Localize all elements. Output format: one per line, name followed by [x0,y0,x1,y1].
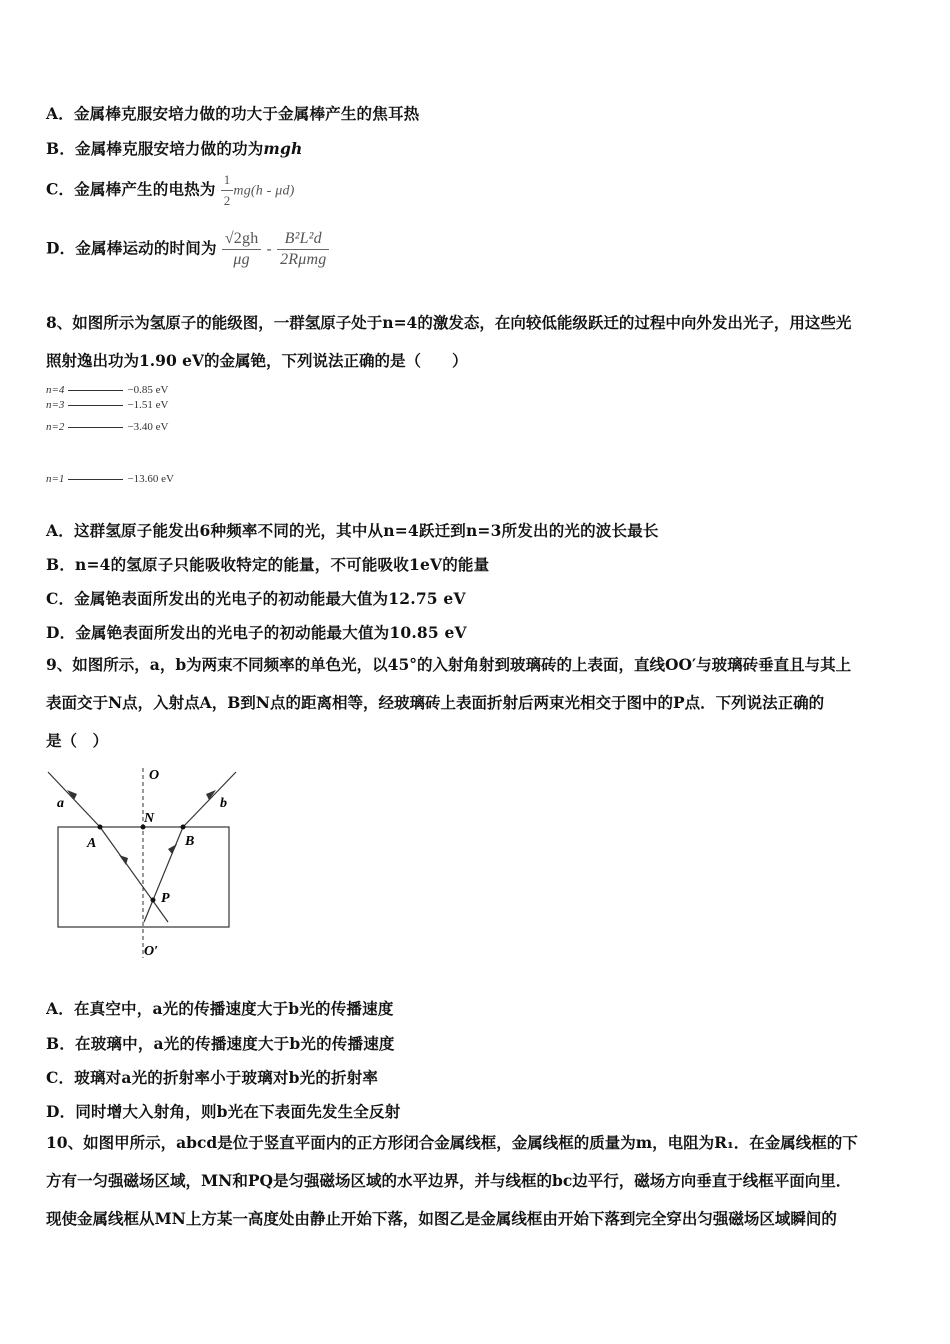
q7-option-b-text: 金属棒克服安培力做的功为 [75,139,264,158]
q7-option-a-label: A [46,104,59,123]
q9-option-c: C．玻璃对a光的折射率小于玻璃对b光的折射率 [46,1068,379,1087]
q9-number: 9、 [46,655,73,674]
q9-stem-line2: 表面交于N点，入射点A，B到N点的距离相等，经玻璃砖上表面折射后两束光相交于图中的P点．下列说法正确的 [46,693,825,712]
q8-option-b: B．n=4的氢原子只能吸收特定的能量，不可能吸收1eV的能量 [46,555,490,574]
ray-a-refracted [100,827,168,922]
q8-stem-line2: 照射逸出功为1.90 eV的金属铯，下列说法正确的是（ ） [46,351,468,370]
q9-option-a-label: A [46,999,59,1018]
q7-option-d-f1-den: μg [233,251,250,268]
q9-option-c-text: 玻璃对a光的折射率小于玻璃对b光的折射率 [74,1068,379,1087]
energy-level-3-n: n=3 [46,399,65,411]
q10-number: 10、 [46,1133,84,1152]
q9-option-d: D．同时增大入射角，则b光在下表面先发生全反射 [46,1102,401,1121]
energy-level-4-n: n=4 [46,384,65,396]
q8-number: 8、 [46,313,73,332]
point-p-dot [151,898,156,903]
q7-option-c-math: mg(h - μd) [233,183,295,199]
q7-option-c-text: 金属棒产生的电热为 [74,179,216,199]
label-b-ray: b [220,796,227,811]
label-n: N [144,811,155,826]
energy-level-3 [46,399,168,411]
energy-level-diagram [46,384,226,494]
label-p: P [161,891,170,906]
q9-option-d-label: D [46,1102,60,1121]
q7-option-d-f1-num: √2gh [222,229,262,250]
q7-option-a: A．金属棒克服安培力做的功大于金属棒产生的焦耳热 [46,104,420,123]
label-a-point: A [87,836,97,851]
q8-option-a-label: A [46,521,59,540]
energy-level-4-value: −0.85 eV [127,384,169,396]
q7-option-b-math: mgh [263,139,303,158]
q7-option-c-frac-den: 2 [223,193,231,208]
q10-stem-line2: 方有一匀强磁场区域，MN和PQ是匀强磁场区域的水平边界，并与线框的bc边平行，磁场方向垂直于线框平面向里． [46,1171,852,1190]
q8-option-d-label: D [46,623,60,642]
q7-option-d-fraction-1 [222,229,262,270]
q9-stem [46,646,908,760]
energy-level-2-n: n=2 [46,421,65,433]
q7-option-d-label: D [46,238,60,258]
q7-option-d-text: 金属棒运动的时间为 [75,238,217,258]
label-a-ray: a [57,796,64,811]
q8-option-c: C．金属铯表面所发出的光电子的初动能最大值为12.75 eV [46,589,466,608]
label-o: O [149,768,160,783]
q7-option-c-fraction [221,170,234,211]
q7-option-c: C．金属棒产生的电热为 $\frac{1}{2}$ mg(h - μd) [46,170,295,211]
q10-stem-line3: 现使金属线框从MN上方某一高度处由静止开始下落，如图乙是金属线框由开始下落到完全穿出匀强磁场区域瞬间的 [46,1209,837,1228]
q9-option-b-text: 在玻璃中，a光的传播速度大于b光的传播速度 [75,1034,395,1053]
q9-stem-line3: 是（ ） [46,731,109,750]
q7-option-b: B．金属棒克服安培力做的功为mgh [46,139,303,158]
energy-level-2 [46,421,168,433]
q10-stem-line1: 如图甲所示，abcd是位于竖直平面内的正方形闭合金属线框，金属线框的质量为m，电阻为R₁．在金属线框的下 [83,1133,858,1152]
energy-level-4 [46,384,168,396]
q9-option-a-text: 在真空中，a光的传播速度大于b光的传播速度 [73,999,394,1018]
q7-option-c-label: C [46,179,59,199]
q9-stem-line1: 如图所示，a，b为两束不同频率的单色光，以45°的入射角射到玻璃砖的上表面，直线OO′与玻璃砖垂直且与其上 [72,655,852,674]
q9-option-b: B．在玻璃中，a光的传播速度大于b光的传播速度 [46,1034,395,1053]
q9-option-a: A．在真空中，a光的传播速度大于b光的传播速度 [46,999,394,1018]
q7-option-c-frac-num: 1 [221,170,234,191]
q8-option-a-text: 这群氢原子能发出6种频率不同的光，其中从n=4跃迁到n=3所发出的光的波长最长 [73,521,659,540]
q8-option-b-text: n=4的氢原子只能吸收特定的能量，不可能吸收1eV的能量 [75,555,490,574]
energy-level-1-value: −13.60 eV [127,473,174,485]
q7-option-b-label: B [46,139,60,158]
q7-option-d: D．金属棒运动的时间为 $\frac{√2gh}{\mu g}$ - $\frac{\text{B²L²d}}{\text{2Rμmg}}$ [46,229,329,270]
label-b-point: B [185,834,195,849]
energy-level-2-value: −3.40 eV [127,421,169,433]
ray-b-incident [183,772,236,827]
q7-option-d-minus: - [266,240,272,258]
q7-option-d-fraction-2 [277,229,329,270]
q7-option-d-f2-num: B²L²d [277,229,329,250]
q8-option-d-text: 金属铯表面所发出的光电子的初动能最大值为10.85 eV [75,623,467,642]
label-o-prime: O′ [144,944,159,959]
q7-option-d-f2-den: 2Rμmg [280,251,327,268]
energy-level-1 [46,473,174,485]
q8-option-d: D．金属铯表面所发出的光电子的初动能最大值为10.85 eV [46,623,467,642]
ray-b-refracted [144,827,183,922]
q8-stem [46,304,908,380]
q7-option-a-text: 金属棒克服安培力做的功大于金属棒产生的焦耳热 [73,104,420,123]
energy-level-1-n: n=1 [46,473,65,485]
q9-option-b-label: B [46,1034,60,1053]
energy-level-3-value: −1.51 eV [127,399,169,411]
q8-option-c-text: 金属铯表面所发出的光电子的初动能最大值为12.75 eV [74,589,466,608]
q8-option-c-label: C [46,589,59,608]
q8-option-b-label: B [46,555,60,574]
q10-stem [46,1124,908,1238]
point-b-dot [181,825,186,830]
ray-b-arrow-2 [168,844,177,854]
q8-option-a: A．这群氢原子能发出6种频率不同的光，其中从n=4跃迁到n=3所发出的光的波长最长 [46,521,659,540]
q9-option-c-label: C [46,1068,59,1087]
ray-a-arrow [67,790,77,800]
q9-option-d-text: 同时增大入射角，则b光在下表面先发生全反射 [75,1102,401,1121]
glass-brick-diagram [40,760,250,970]
point-a-dot [98,825,103,830]
q8-stem-line1: 如图所示为氢原子的能级图，一群氢原子处于n=4的激发态，在向较低能级跃迁的过程中向外发出光子，用这些光 [72,313,852,332]
